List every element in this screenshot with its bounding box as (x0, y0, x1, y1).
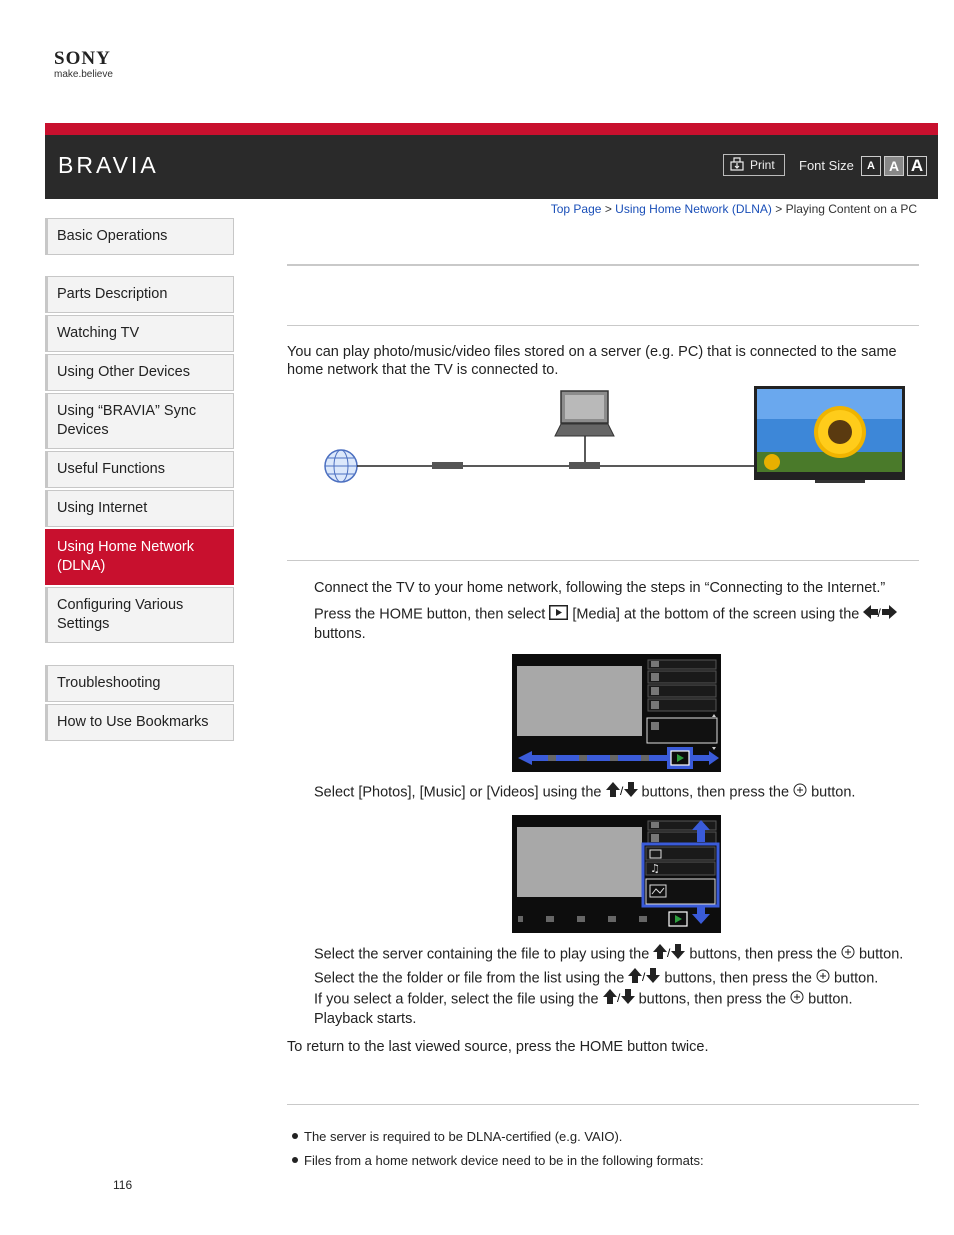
sidebar-item-parts-description[interactable]: Parts Description (45, 276, 234, 313)
step-4-part-b: buttons, then press the (689, 946, 837, 963)
breadcrumb (551, 202, 917, 216)
step-3-text (314, 782, 855, 803)
svg-text:/: / (667, 946, 671, 960)
home-menu-media-screenshot (512, 654, 721, 772)
font-size-small-button[interactable]: A (861, 156, 881, 176)
internet-globe-icon (325, 450, 357, 482)
step-3-part-b: buttons, then press the (641, 784, 790, 801)
router-icon (432, 462, 463, 469)
breadcrumb-separator: > (775, 202, 783, 216)
breadcrumb-top-page[interactable]: Top Page (550, 202, 602, 216)
step-4-part-a: Select the server containing the file to play using the (314, 946, 650, 963)
list-item (292, 1127, 704, 1145)
step-2-part-c: buttons. (314, 626, 366, 642)
tv-icon (754, 386, 905, 483)
note-text: Files from a home network device need to be in the following formats: (304, 1152, 704, 1168)
section-divider (287, 560, 919, 561)
print-icon (730, 157, 744, 174)
sidebar-item-troubleshooting[interactable]: Troubleshooting (45, 665, 234, 702)
list-item (292, 1151, 704, 1169)
page-number: 116 (113, 1178, 133, 1192)
sidebar-item-basic-operations[interactable]: Basic Operations (45, 218, 234, 255)
step-2-text (314, 604, 914, 643)
sony-logo (54, 50, 113, 80)
step-3-part-a: Select [Photos], [Music] or [Videos] using the (314, 784, 602, 801)
left-right-arrow-icon (863, 604, 897, 625)
print-button[interactable] (723, 154, 785, 176)
section-divider (287, 325, 919, 326)
svg-text:/: / (642, 970, 646, 984)
bullet-icon (292, 1157, 298, 1163)
section-divider (287, 1104, 919, 1105)
up-down-arrow-icon (606, 782, 638, 803)
sidebar-item-watching-tv[interactable]: Watching TV (45, 315, 234, 352)
media-icon (549, 605, 568, 625)
svg-text:/: / (616, 991, 620, 1005)
media-category-screenshot (512, 815, 721, 933)
step-5-part-f: button. (808, 991, 853, 1008)
step-3-part-c: button. (811, 784, 856, 801)
enter-button-icon (793, 783, 807, 802)
step-1-text: Connect the TV to your home network, following the steps in “Connecting to the Internet.” (314, 580, 886, 596)
sidebar-item-using-other-devices[interactable]: Using Other Devices (45, 354, 234, 391)
step-5-part-e: buttons, then press the (638, 991, 787, 1008)
breadcrumb-current: Playing Content on a PC (785, 202, 917, 216)
step-4-part-c: button. (858, 946, 904, 963)
font-size-label: Font Size (799, 158, 854, 173)
note-list (292, 1127, 704, 1169)
network-diagram (320, 384, 910, 488)
title-divider (287, 264, 919, 266)
font-size-medium-button[interactable]: A (884, 156, 904, 176)
svg-text:/: / (619, 784, 623, 798)
sidebar-item-configuring-settings[interactable]: Configuring Various Settings (45, 587, 234, 643)
step-5-part-g: Playback starts. (314, 1011, 417, 1027)
sidebar-item-bravia-sync[interactable]: Using “BRAVIA” Sync Devices (45, 393, 234, 449)
router-icon (569, 462, 600, 469)
note-text: The server is required to be DLNA-certified (e.g. VAIO). (304, 1128, 623, 1144)
breadcrumb-home-network[interactable]: Using Home Network (DLNA) (615, 202, 772, 216)
step-2-part-b: [Media] at the bottom of the screen using the (572, 606, 860, 623)
sidebar-item-using-internet[interactable]: Using Internet (45, 490, 234, 527)
enter-button-icon (816, 969, 830, 988)
step-5-part-c: button. (833, 970, 879, 987)
step-4-text (314, 944, 903, 965)
bravia-logo: BRAVIA (58, 152, 159, 178)
intro-text: You can play photo/music/video files stored on a server (e.g. PC) that is connected to the same home network that the TV is connected to. (287, 344, 897, 378)
sony-wordmark: SONY (54, 48, 111, 69)
enter-button-icon (790, 990, 804, 1009)
breadcrumb-separator: > (604, 202, 612, 216)
up-down-arrow-icon (653, 944, 685, 965)
sidebar-item-bookmarks[interactable]: How to Use Bookmarks (45, 704, 234, 741)
sidebar-item-useful-functions[interactable]: Useful Functions (45, 451, 234, 488)
svg-text:♫: ♫ (650, 862, 660, 875)
bullet-icon (292, 1133, 298, 1139)
step-5-part-d: If you select a folder, select the file using the (314, 991, 599, 1008)
sidebar-item-home-network[interactable]: Using Home Network (DLNA) (45, 529, 234, 585)
laptop-icon (555, 391, 614, 436)
header-accent-bar (45, 123, 938, 135)
svg-text:/: / (877, 606, 882, 620)
step-5-part-b: buttons, then press the (664, 970, 812, 987)
up-down-arrow-icon (603, 989, 635, 1010)
print-label: Print (750, 158, 775, 172)
step-5-text (314, 968, 878, 1028)
step-5-part-a: Select the the folder or file from the list using the (314, 970, 625, 987)
font-size-large-button[interactable]: A (907, 156, 927, 176)
sony-tagline: make.believe (54, 69, 113, 80)
enter-button-icon (841, 945, 855, 964)
step-2-part-a: Press the HOME button, then select (314, 606, 546, 623)
return-note: To return to the last viewed source, press the HOME button twice. (287, 1039, 709, 1055)
up-down-arrow-icon (628, 968, 660, 989)
